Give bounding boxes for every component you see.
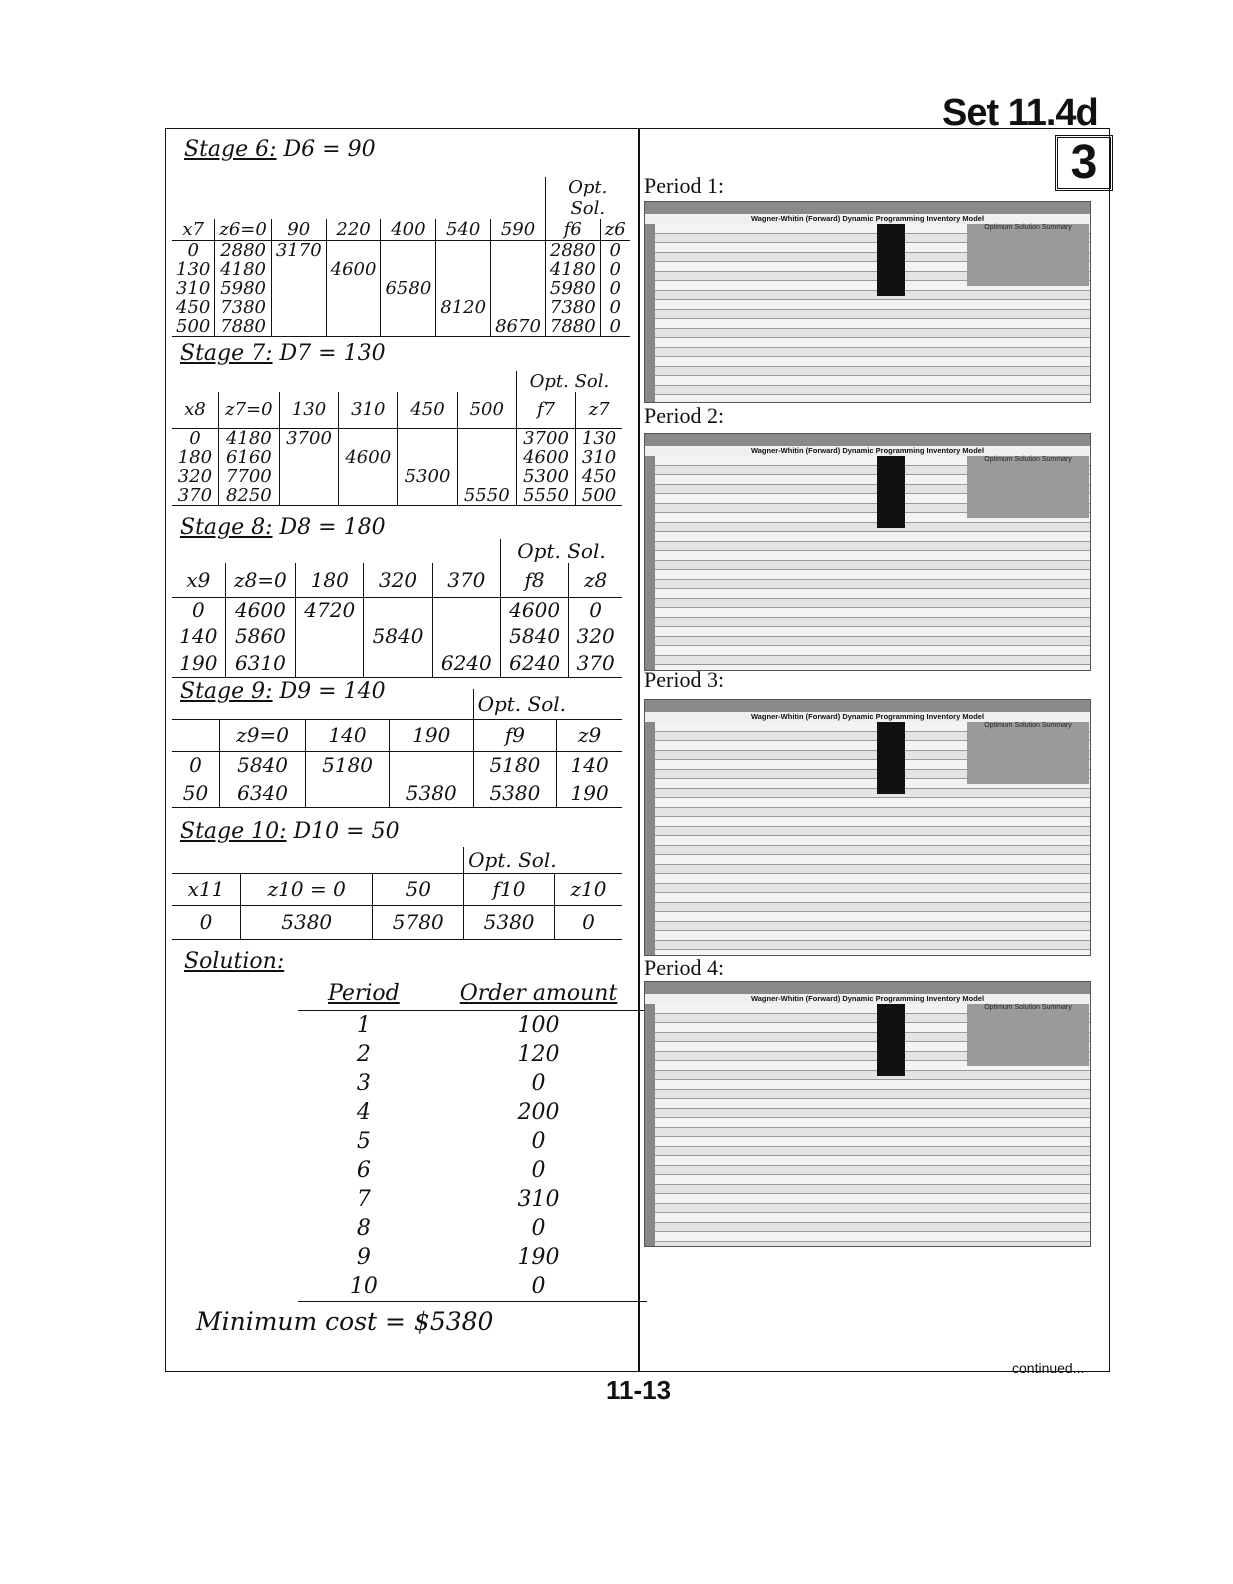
cell: 5550 xyxy=(457,486,516,506)
col-header: 500 xyxy=(457,392,516,428)
cell: 3170 xyxy=(271,241,326,261)
cell: 8670 xyxy=(491,317,546,337)
cell: 0 xyxy=(187,240,199,261)
col-header: z9 xyxy=(557,719,622,751)
minimum-cost: Minimum cost = $5380 xyxy=(196,1307,494,1336)
cell xyxy=(296,649,364,677)
cell: 7380 xyxy=(545,298,600,317)
cell: 50 xyxy=(182,780,209,805)
col-header: z9=0 xyxy=(219,719,305,751)
period-2-label: Period 2: xyxy=(644,403,725,428)
col-header: z8=0 xyxy=(225,563,295,597)
cell xyxy=(364,597,432,623)
cell xyxy=(381,260,436,279)
cell xyxy=(296,623,364,649)
opt-sol-label: Opt. Sol. xyxy=(516,371,622,392)
table-row xyxy=(298,1156,647,1185)
content-frame xyxy=(165,128,1110,1372)
cell: 130 xyxy=(576,428,622,448)
stage-demand: D10 = 50 xyxy=(293,819,400,844)
cell: 200 xyxy=(517,1100,560,1125)
cell: 0 xyxy=(199,910,213,934)
col-header: x8 xyxy=(184,399,206,421)
cell xyxy=(491,279,546,298)
period-4-screenshot xyxy=(644,981,1091,1247)
cell: 310 xyxy=(517,1187,560,1212)
cell: 7880 xyxy=(545,317,600,337)
cell: 4180 xyxy=(215,260,271,279)
summary-box xyxy=(967,224,1089,286)
cell: 8250 xyxy=(218,486,279,506)
table-row xyxy=(298,1185,647,1214)
cell xyxy=(306,779,390,807)
cell xyxy=(339,486,398,506)
cell: 6340 xyxy=(219,779,305,807)
black-column xyxy=(877,1004,905,1076)
cell: 500 xyxy=(176,316,211,337)
cell: 0 xyxy=(430,1272,648,1302)
table-row xyxy=(298,1011,647,1041)
cell: 6310 xyxy=(225,649,295,677)
column-header-bar xyxy=(645,434,1090,446)
cell: 5180 xyxy=(306,751,390,779)
col-header: 310 xyxy=(339,392,398,428)
stage-8-heading xyxy=(180,515,386,540)
cell xyxy=(398,428,457,448)
col-header: x11 xyxy=(187,877,225,901)
col-header: 140 xyxy=(306,719,390,751)
period-1-label: Period 1: xyxy=(644,173,725,198)
summary-box xyxy=(967,456,1089,518)
summary-box xyxy=(967,1004,1089,1066)
opt-sol-label: Opt. Sol. xyxy=(545,177,629,219)
cell: 500 xyxy=(576,486,622,506)
cell: 1 xyxy=(356,1013,371,1038)
opt-sol-label: Opt. Sol. xyxy=(473,689,622,719)
col-header: z10 = 0 xyxy=(241,873,373,905)
cell: 5840 xyxy=(500,623,568,649)
cell: 0 xyxy=(531,1158,546,1183)
col-header: 190 xyxy=(389,719,473,751)
opt-sol-label: Opt. Sol. xyxy=(500,539,622,563)
continued-note: continued... xyxy=(1012,1360,1085,1376)
column-header-bar xyxy=(645,202,1090,214)
stage-demand: D9 = 140 xyxy=(279,679,386,704)
cell: 5300 xyxy=(398,467,457,486)
black-column xyxy=(877,456,905,528)
period-4-label: Period 4: xyxy=(644,955,725,980)
table-row xyxy=(298,1040,647,1069)
col-header: 50 xyxy=(373,873,464,905)
period-2-screenshot xyxy=(644,433,1091,671)
cell: 5380 xyxy=(473,779,557,807)
cell: 5980 xyxy=(545,279,600,298)
row-header-bar xyxy=(645,1004,655,1247)
cell xyxy=(279,448,338,467)
cell: 8120 xyxy=(436,298,491,317)
cell xyxy=(326,241,381,261)
col-header: x9 xyxy=(186,567,211,592)
solution-table xyxy=(298,977,647,1302)
cell xyxy=(432,597,500,623)
cell: 4 xyxy=(356,1100,371,1125)
period-3-label: Period 3: xyxy=(644,667,725,692)
cell: 5 xyxy=(356,1129,371,1154)
col-header: x7 xyxy=(182,219,204,240)
row-header-bar xyxy=(645,224,655,403)
black-column xyxy=(877,722,905,794)
cell: 5780 xyxy=(373,905,464,939)
cell: 370 xyxy=(177,484,213,506)
table-row xyxy=(298,1069,647,1098)
col-header: 320 xyxy=(364,563,432,597)
cell: 6160 xyxy=(218,448,279,467)
cell xyxy=(436,260,491,279)
cell: 310 xyxy=(176,278,211,299)
summary-box xyxy=(967,722,1089,784)
cell: 6240 xyxy=(432,649,500,677)
col-header: 540 xyxy=(436,219,491,241)
cell: 7880 xyxy=(215,317,271,337)
stage-label: Stage 7: xyxy=(180,341,273,366)
cell: 2 xyxy=(356,1042,371,1067)
sheet-title: Wagner-Whitin (Forward) Dynamic Programming Inventory Model xyxy=(645,994,1090,1004)
cell: 0 xyxy=(531,1216,546,1241)
cell: 4600 xyxy=(339,448,398,467)
table-row xyxy=(298,1127,647,1156)
cell: 320 xyxy=(177,465,213,487)
table-row xyxy=(298,1243,647,1272)
cell xyxy=(339,428,398,448)
cell: 10 xyxy=(298,1272,430,1302)
cell xyxy=(326,317,381,337)
set-badge: 3 xyxy=(1055,135,1113,191)
cell: 0 xyxy=(189,753,202,778)
stage-demand: D6 = 90 xyxy=(283,137,376,162)
col-header: f9 xyxy=(473,719,557,751)
sheet-title: Wagner-Whitin (Forward) Dynamic Programming Inventory Model xyxy=(645,214,1090,224)
cell xyxy=(491,298,546,317)
col-header: 90 xyxy=(271,219,326,241)
cell xyxy=(398,486,457,506)
col-header: z6=0 xyxy=(215,219,271,241)
cell: 4720 xyxy=(296,597,364,623)
cell: 5550 xyxy=(516,486,575,506)
stage-8-table xyxy=(172,539,622,678)
cell xyxy=(436,279,491,298)
row-header-bar xyxy=(645,456,655,671)
cell: 5840 xyxy=(364,623,432,649)
summary-label: Optimum Solution Summary xyxy=(984,1004,1072,1011)
period-header: Period xyxy=(298,977,430,1011)
cell xyxy=(271,298,326,317)
stage-label: Stage 8: xyxy=(180,515,273,540)
cell: 9 xyxy=(356,1245,371,1270)
col-header: f10 xyxy=(464,873,555,905)
cell: 5840 xyxy=(219,751,305,779)
cell: 4600 xyxy=(516,448,575,467)
cell: 5180 xyxy=(473,751,557,779)
summary-label: Optimum Solution Summary xyxy=(984,224,1072,231)
cell: 190 xyxy=(179,650,218,675)
cell: 5300 xyxy=(516,467,575,486)
row-header-bar xyxy=(645,722,655,956)
cell: 0 xyxy=(555,905,623,939)
col-header: z10 xyxy=(555,873,623,905)
col-header: f7 xyxy=(516,392,575,428)
cell: 130 xyxy=(176,259,211,280)
cell: 6240 xyxy=(500,649,568,677)
cell: 7700 xyxy=(218,467,279,486)
stage-9-table xyxy=(172,689,622,808)
sheet-grid xyxy=(645,1004,1090,1247)
cell: 5860 xyxy=(225,623,295,649)
cell: 0 xyxy=(569,597,622,623)
cell xyxy=(326,298,381,317)
cell: 3700 xyxy=(516,428,575,448)
table-row xyxy=(298,1214,647,1243)
column-header-bar xyxy=(645,982,1090,994)
sheet-grid xyxy=(645,456,1090,671)
cell: 6 xyxy=(356,1158,371,1183)
cell: 0 xyxy=(531,1071,546,1096)
page-number: 11-13 xyxy=(606,1375,672,1405)
cell: 190 xyxy=(517,1245,560,1270)
cell xyxy=(271,317,326,337)
stage-label: Stage 6: xyxy=(184,137,277,162)
col-header: f6 xyxy=(545,219,600,241)
cell: 5380 xyxy=(241,905,373,939)
cell xyxy=(279,486,338,506)
table-row xyxy=(298,1272,647,1302)
cell: 5380 xyxy=(464,905,555,939)
sheet-grid xyxy=(645,722,1090,956)
cell: 0 xyxy=(600,241,629,261)
cell xyxy=(457,428,516,448)
cell: 0 xyxy=(600,279,629,298)
col-header: 370 xyxy=(432,563,500,597)
set-title: Set 11.4d xyxy=(942,92,1098,134)
stage-label: Stage 10: xyxy=(180,819,287,844)
cell xyxy=(279,467,338,486)
summary-label: Optimum Solution Summary xyxy=(984,456,1072,463)
cell xyxy=(389,751,473,779)
stage-7-table xyxy=(172,371,622,506)
stage-7-heading xyxy=(180,341,386,366)
col-header: 220 xyxy=(326,219,381,241)
summary-label: Optimum Solution Summary xyxy=(984,722,1072,729)
black-column xyxy=(877,224,905,296)
col-header: 590 xyxy=(491,219,546,241)
cell xyxy=(271,260,326,279)
cell xyxy=(436,317,491,337)
cell: 7380 xyxy=(215,298,271,317)
cell: 4600 xyxy=(326,260,381,279)
col-header: z8 xyxy=(569,563,622,597)
sheet-title: Wagner-Whitin (Forward) Dynamic Programming Inventory Model xyxy=(645,712,1090,722)
col-header: 130 xyxy=(279,392,338,428)
solution-title: Solution: xyxy=(184,949,285,974)
cell xyxy=(436,241,491,261)
stage-6-heading xyxy=(184,137,376,162)
col-header: z6 xyxy=(600,219,629,241)
cell: 0 xyxy=(191,598,205,623)
sheet-grid xyxy=(645,224,1090,403)
cell: 0 xyxy=(600,317,629,337)
cell: 7 xyxy=(356,1187,371,1212)
cell xyxy=(271,279,326,298)
column-header-bar xyxy=(645,700,1090,712)
cell xyxy=(457,448,516,467)
cell: 120 xyxy=(517,1042,560,1067)
opt-sol-label: Opt. Sol. xyxy=(464,847,622,873)
cell: 450 xyxy=(176,297,211,318)
cell xyxy=(491,260,546,279)
col-header: z7 xyxy=(576,392,622,428)
cell xyxy=(381,298,436,317)
cell: 5380 xyxy=(389,779,473,807)
period-3-screenshot xyxy=(644,699,1091,956)
stage-6-table xyxy=(172,177,630,337)
col-header: 450 xyxy=(398,392,457,428)
cell: 190 xyxy=(557,779,622,807)
sheet-title: Wagner-Whitin (Forward) Dynamic Programming Inventory Model xyxy=(645,446,1090,456)
cell xyxy=(326,279,381,298)
cell: 2880 xyxy=(215,241,271,261)
cell xyxy=(457,467,516,486)
order-amount-header: Order amount xyxy=(430,977,648,1011)
cell: 140 xyxy=(179,624,218,648)
cell: 4180 xyxy=(545,260,600,279)
cell xyxy=(339,467,398,486)
cell xyxy=(381,317,436,337)
cell: 5980 xyxy=(215,279,271,298)
cell: 8 xyxy=(356,1216,371,1241)
col-header: f8 xyxy=(500,563,568,597)
period-1-screenshot xyxy=(644,201,1091,403)
col-header xyxy=(172,719,219,751)
cell: 0 xyxy=(189,427,201,449)
cell xyxy=(491,241,546,261)
stage-demand: D7 = 130 xyxy=(279,341,386,366)
cell: 180 xyxy=(177,446,213,468)
cell: 140 xyxy=(557,751,622,779)
cell: 100 xyxy=(517,1013,560,1038)
cell: 3700 xyxy=(279,428,338,448)
col-header: z7=0 xyxy=(218,392,279,428)
stage-demand: D8 = 180 xyxy=(279,515,386,540)
cell: 320 xyxy=(569,623,622,649)
stage-10-table xyxy=(172,847,622,940)
table-row xyxy=(298,1098,647,1127)
cell xyxy=(364,649,432,677)
cell: 310 xyxy=(576,448,622,467)
stage-10-heading xyxy=(180,819,400,844)
cell xyxy=(381,241,436,261)
col-header: 180 xyxy=(296,563,364,597)
cell: 4600 xyxy=(225,597,295,623)
cell: 370 xyxy=(569,649,622,677)
col-header: 400 xyxy=(381,219,436,241)
cell: 3 xyxy=(356,1071,371,1096)
cell: 4180 xyxy=(218,428,279,448)
stage-label: Stage 9: xyxy=(180,679,273,704)
cell: 0 xyxy=(531,1129,546,1154)
cell: 4600 xyxy=(500,597,568,623)
cell: 6580 xyxy=(381,279,436,298)
cell: 450 xyxy=(576,467,622,486)
cell xyxy=(432,623,500,649)
cell: 0 xyxy=(600,260,629,279)
cell: 2880 xyxy=(545,241,600,261)
cell xyxy=(398,448,457,467)
cell: 0 xyxy=(600,298,629,317)
